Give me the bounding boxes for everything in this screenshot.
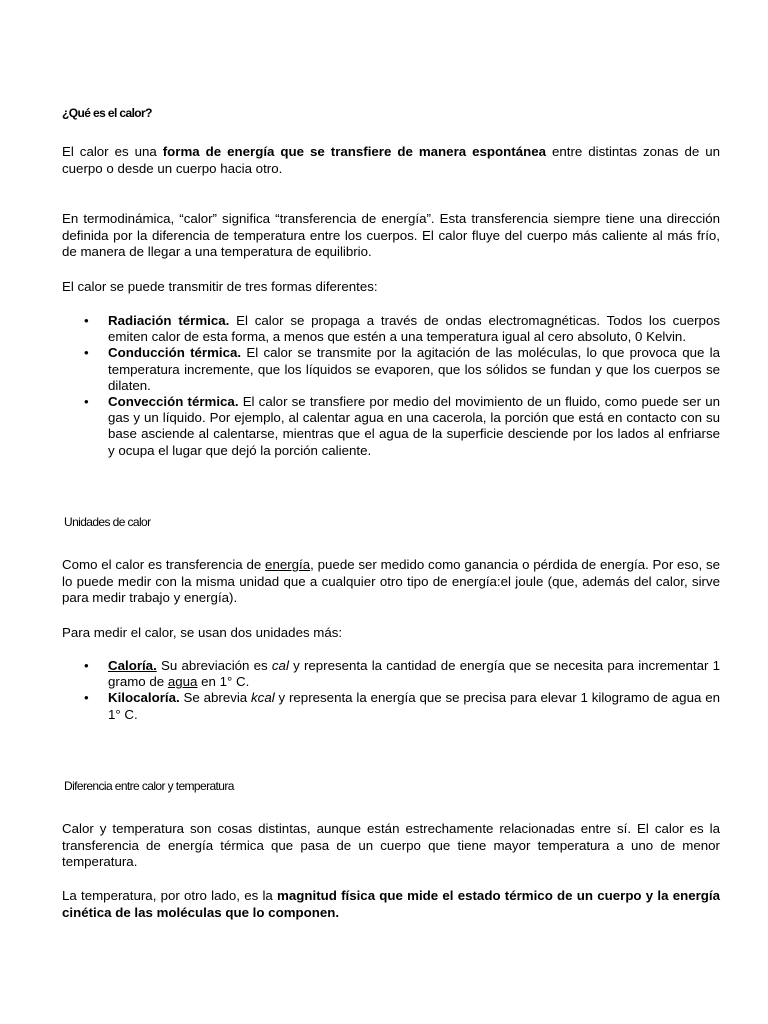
- kilocaloria-post: y representa la energía que se precisa para elevar 1 kilogramo de agua en 1° C.: [108, 690, 720, 722]
- paragraph-definicion-calor: [62, 144, 720, 177]
- p4-pre: Como el calor es transferencia de: [62, 557, 266, 572]
- caloria-mid: y representa la cantidad de energía que se necesita para incrementar 1 gramo de: [108, 658, 721, 690]
- link-caloria[interactable]: Caloría.: [108, 658, 157, 673]
- bullet-dot: •: [84, 690, 89, 706]
- p1-pre: El calor es una: [62, 144, 163, 159]
- paragraph-temperatura: [62, 888, 720, 921]
- paragraph-termodinamica: En termodinámica, “calor” significa “transferencia de energía”. Esta transferencia siempre tiene una dirección definida por la diferencia de temperatura entre los cuerpos. El calor fluye del cuerpo más caliente al más frío, de manera de llegar a una temperatura de equilibrio.: [62, 211, 720, 259]
- link-energia[interactable]: energía: [265, 557, 311, 572]
- p7-bold: magnitud física que mide el estado térmico de un cuerpo y la energía cinética de las moléculas que lo componen.: [62, 888, 720, 920]
- term-conduccion: Conducción térmica.: [108, 345, 242, 361]
- heading-que-es-el-calor: ¿Qué es el calor?: [62, 106, 152, 120]
- bullet-dot: •: [84, 345, 89, 361]
- list-formas-transmision: [62, 313, 720, 459]
- paragraph-medicion-energia: [62, 557, 720, 607]
- text-conduccion: El calor se transmite por la agitación de las moléculas, lo que provoca que la temperatura incremente, que los líquidos se evaporen, que los sólidos se fundan y que los cuerpos se dilaten.: [108, 345, 721, 393]
- paragraph-tres-formas: El calor se puede transmitir de tres formas diferentes:: [62, 279, 378, 294]
- p7-pre: La temperatura, por otro lado, es la: [62, 888, 278, 903]
- paragraph-dos-unidades: Para medir el calor, se usan dos unidades más:: [62, 625, 343, 640]
- caloria-pre: Su abreviación es: [156, 658, 272, 673]
- bullet-dot: •: [84, 313, 89, 328]
- list-item-caloria: [62, 658, 720, 690]
- heading-diferencia-calor-temperatura: Diferencia entre calor y temperatura: [64, 779, 234, 793]
- list-item-kilocaloria: [62, 690, 720, 722]
- p1-post: entre distintas zonas de un cuerpo o desde un cuerpo hacia otro.: [62, 144, 721, 176]
- p4-post: , puede ser medido como ganancia o pérdida de energía. Por eso, se lo puede medir con la misma unidad que a cualquier otro tipo de energía:el joule (que, además del calor, sirve para medir trabajo y energía).: [62, 557, 720, 605]
- text-conveccion: El calor se transfiere por medio del movimiento de un fluido, como puede ser un gas y un líquido. Por ejemplo, al calentar agua en una cacerola, la porción que está en contacto con su base asciende al calentarse, mientras que el agua de la superficie desciende por los lados al enfriarse y ocupa el lugar que dejó la porción caliente.: [108, 394, 720, 458]
- term-radiacion: Radiación térmica.: [108, 313, 230, 328]
- bullet-dot: •: [84, 394, 89, 410]
- bullet-dot: •: [84, 658, 89, 673]
- list-item-conduccion: [62, 345, 720, 394]
- list-unidades: [62, 658, 720, 723]
- term-kilocaloria: Kilocaloría.: [108, 690, 180, 706]
- abbr-cal: cal: [271, 658, 289, 673]
- abbr-kcal: kcal: [251, 690, 275, 706]
- text-radiacion: El calor se propaga a través de ondas electromagnéticas. Todos los cuerpos emiten calor de esta forma, a menos que estén a una temperatura igual al cero absoluto, 0 Kelvin.: [108, 313, 720, 345]
- kilocaloria-pre: Se abrevia: [179, 690, 252, 706]
- paragraph-calor-vs-temperatura: Calor y temperatura son cosas distintas, aunque están estrechamente relacionadas entre sí. El calor es la transferencia de energía térmica que pasa de un cuerpo que tiene mayor temperatura a uno de menor temperatura.: [62, 821, 720, 869]
- list-item-radiacion: [62, 313, 720, 345]
- p1-bold: forma de energía que se transfiere de manera espontánea: [162, 144, 547, 159]
- term-conveccion: Convección térmica.: [108, 394, 239, 410]
- heading-unidades-de-calor: Unidades de calor: [64, 515, 151, 529]
- list-item-conveccion: [62, 394, 720, 459]
- caloria-post: en 1° C.: [197, 674, 250, 690]
- link-agua[interactable]: agua: [167, 674, 198, 690]
